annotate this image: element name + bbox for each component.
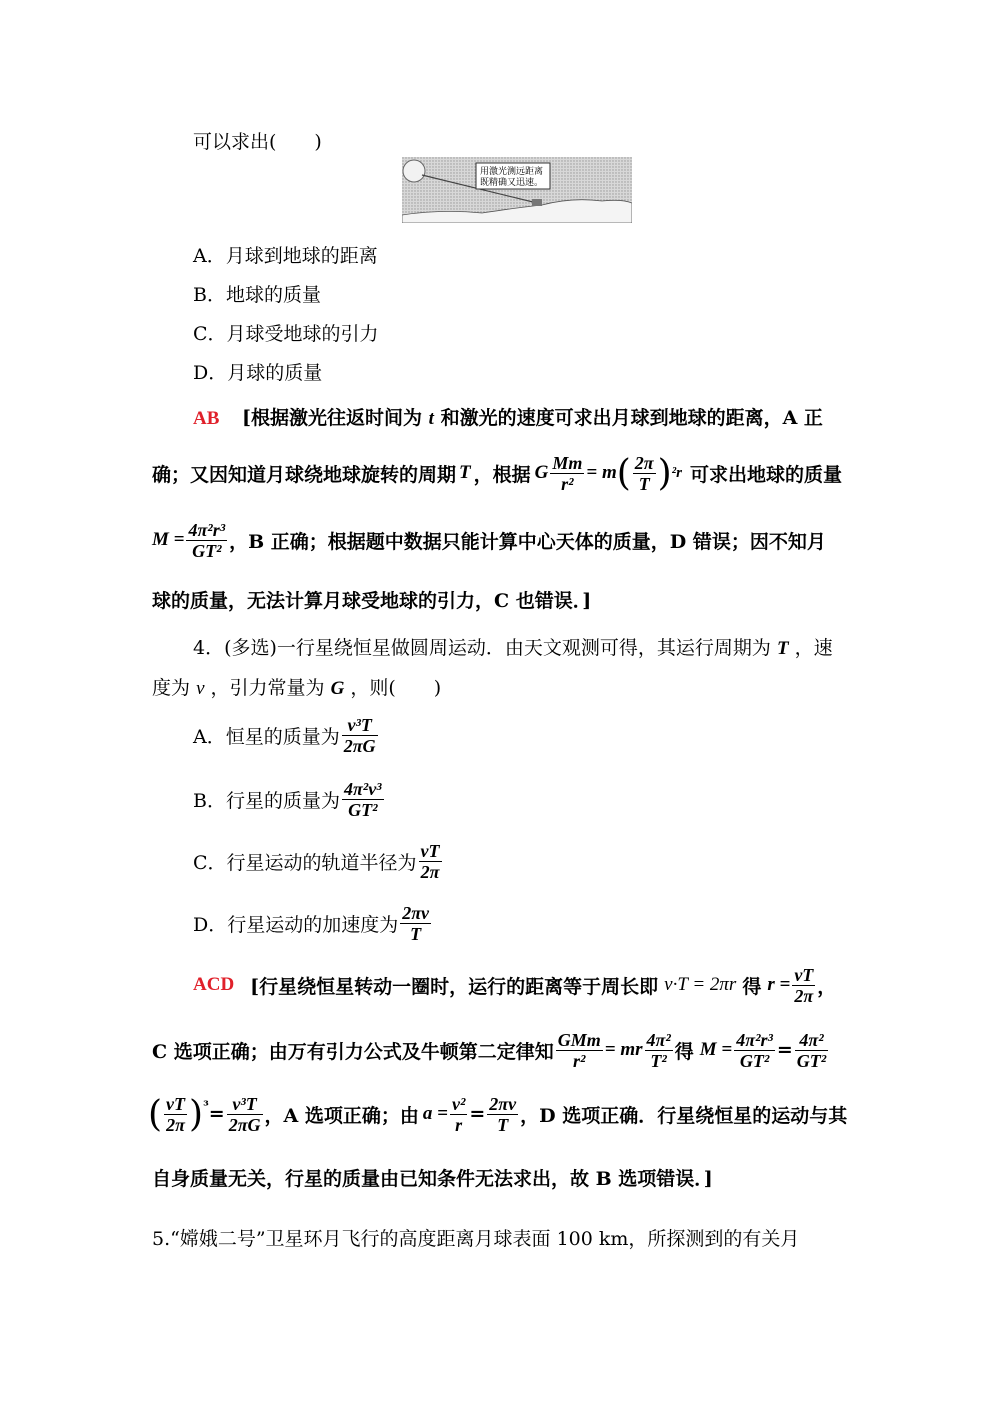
question-3-tail: 可以求出( ) (193, 131, 322, 153)
q3-option-b: B．地球的质量 (193, 284, 321, 306)
laser-ranging-figure (402, 157, 632, 223)
q3-answer-line-2: 确；又因知道月球绕地球旋转的周期 T ，根据 G $\frac{Mm}{\text{r²}}$ = m ( $\frac{2\pi}{T}$ ) ²r 可求出地球的质量 (152, 452, 843, 494)
figure-caption-1: 用激光测远距离 (480, 167, 544, 177)
q4-answer-line-4: 自身质量无关，行星的质量由已知条件无法求出，故 B 选项错误．] (152, 1168, 713, 1190)
q4-stem-line-2: 度为 v ，引力常量为 G ，则( ) (152, 677, 442, 699)
q4-option-b: B．行星的质量为 $\frac{\text{4π²v³}}{\text{GT²}}$ (193, 778, 382, 820)
q4-option-d: D．行星运动的加速度为 $\frac{2\pi v}{T}$ (193, 902, 430, 944)
q3-option-a: A．月球到地球的距离 (193, 245, 378, 267)
q4-answer-line-1: ACD [行星绕恒星转动一圈时，运行的距离等于周长即 v·T = 2πr 得 r = $\frac{vT}{2\pi}$ ， (193, 964, 837, 1006)
q3-answer-line-3: M = $\frac{\text{4π²r³}}{\text{GT²}}$ ，B 正确；根据题中数据只能计算中心天体的质量，D 错误；因不知月 (152, 519, 826, 561)
question-5-stem: 5.“嫦娥二号”卫星环月飞行的高度距离月球表面 100 km，所探测到的有关月 (152, 1228, 800, 1250)
q4-option-a: A．恒星的质量为 $\frac{\text{v³T}}{2\pi G}$ (193, 714, 376, 756)
q3-answer-line-4: 球的质量，无法计算月球受地球的引力，C 也错误．] (152, 590, 592, 612)
q4-answer-line-3: ( $\frac{vT}{2\pi}$ ) ³ = $\frac{\text{v³T}}{2\pi G}$ ，A 选项正确；由 a = $\frac{\text{v²}}{r}$ = $\frac{2\pi v}{T}$ ，D 选项正确．行星绕恒星的运动与其 (148, 1093, 848, 1135)
figure-caption-2: 既精确又迅速。 (480, 178, 544, 188)
q4-answer-line-2: C 选项正确；由万有引力公式及牛顿第二定律知 $\frac{\text{GMm}}{\text{r²}}$ = mr $\frac{\text{4π²}}{\text{T²}}$ 得 M = $\frac{\text{4π²r³}}{\text{GT²}}$ = $\frac{\text{4π²}}{\text{GT²}}$ (152, 1029, 827, 1071)
q3-option-c: C．月球受地球的引力 (193, 323, 379, 345)
q3-answer-key: AB (193, 408, 220, 429)
q4-option-c: C．行星运动的轨道半径为 $\frac{vT}{2\pi}$ (193, 840, 440, 882)
q4-stem-line-1: 4．(多选)一行星绕恒星做圆周运动．由天文观测可得，其运行周期为 T ，速 (193, 637, 833, 659)
q3-option-d: D．月球的质量 (193, 362, 323, 384)
q3-answer-line-1: AB [根据激光往返时间为 t 和激光的速度可求出月球到地球的距离，A 正 (193, 407, 823, 429)
fraction: $\frac{Mm}{\text{r²}}$ (552, 452, 583, 494)
q4-answer-key: ACD (193, 974, 235, 995)
